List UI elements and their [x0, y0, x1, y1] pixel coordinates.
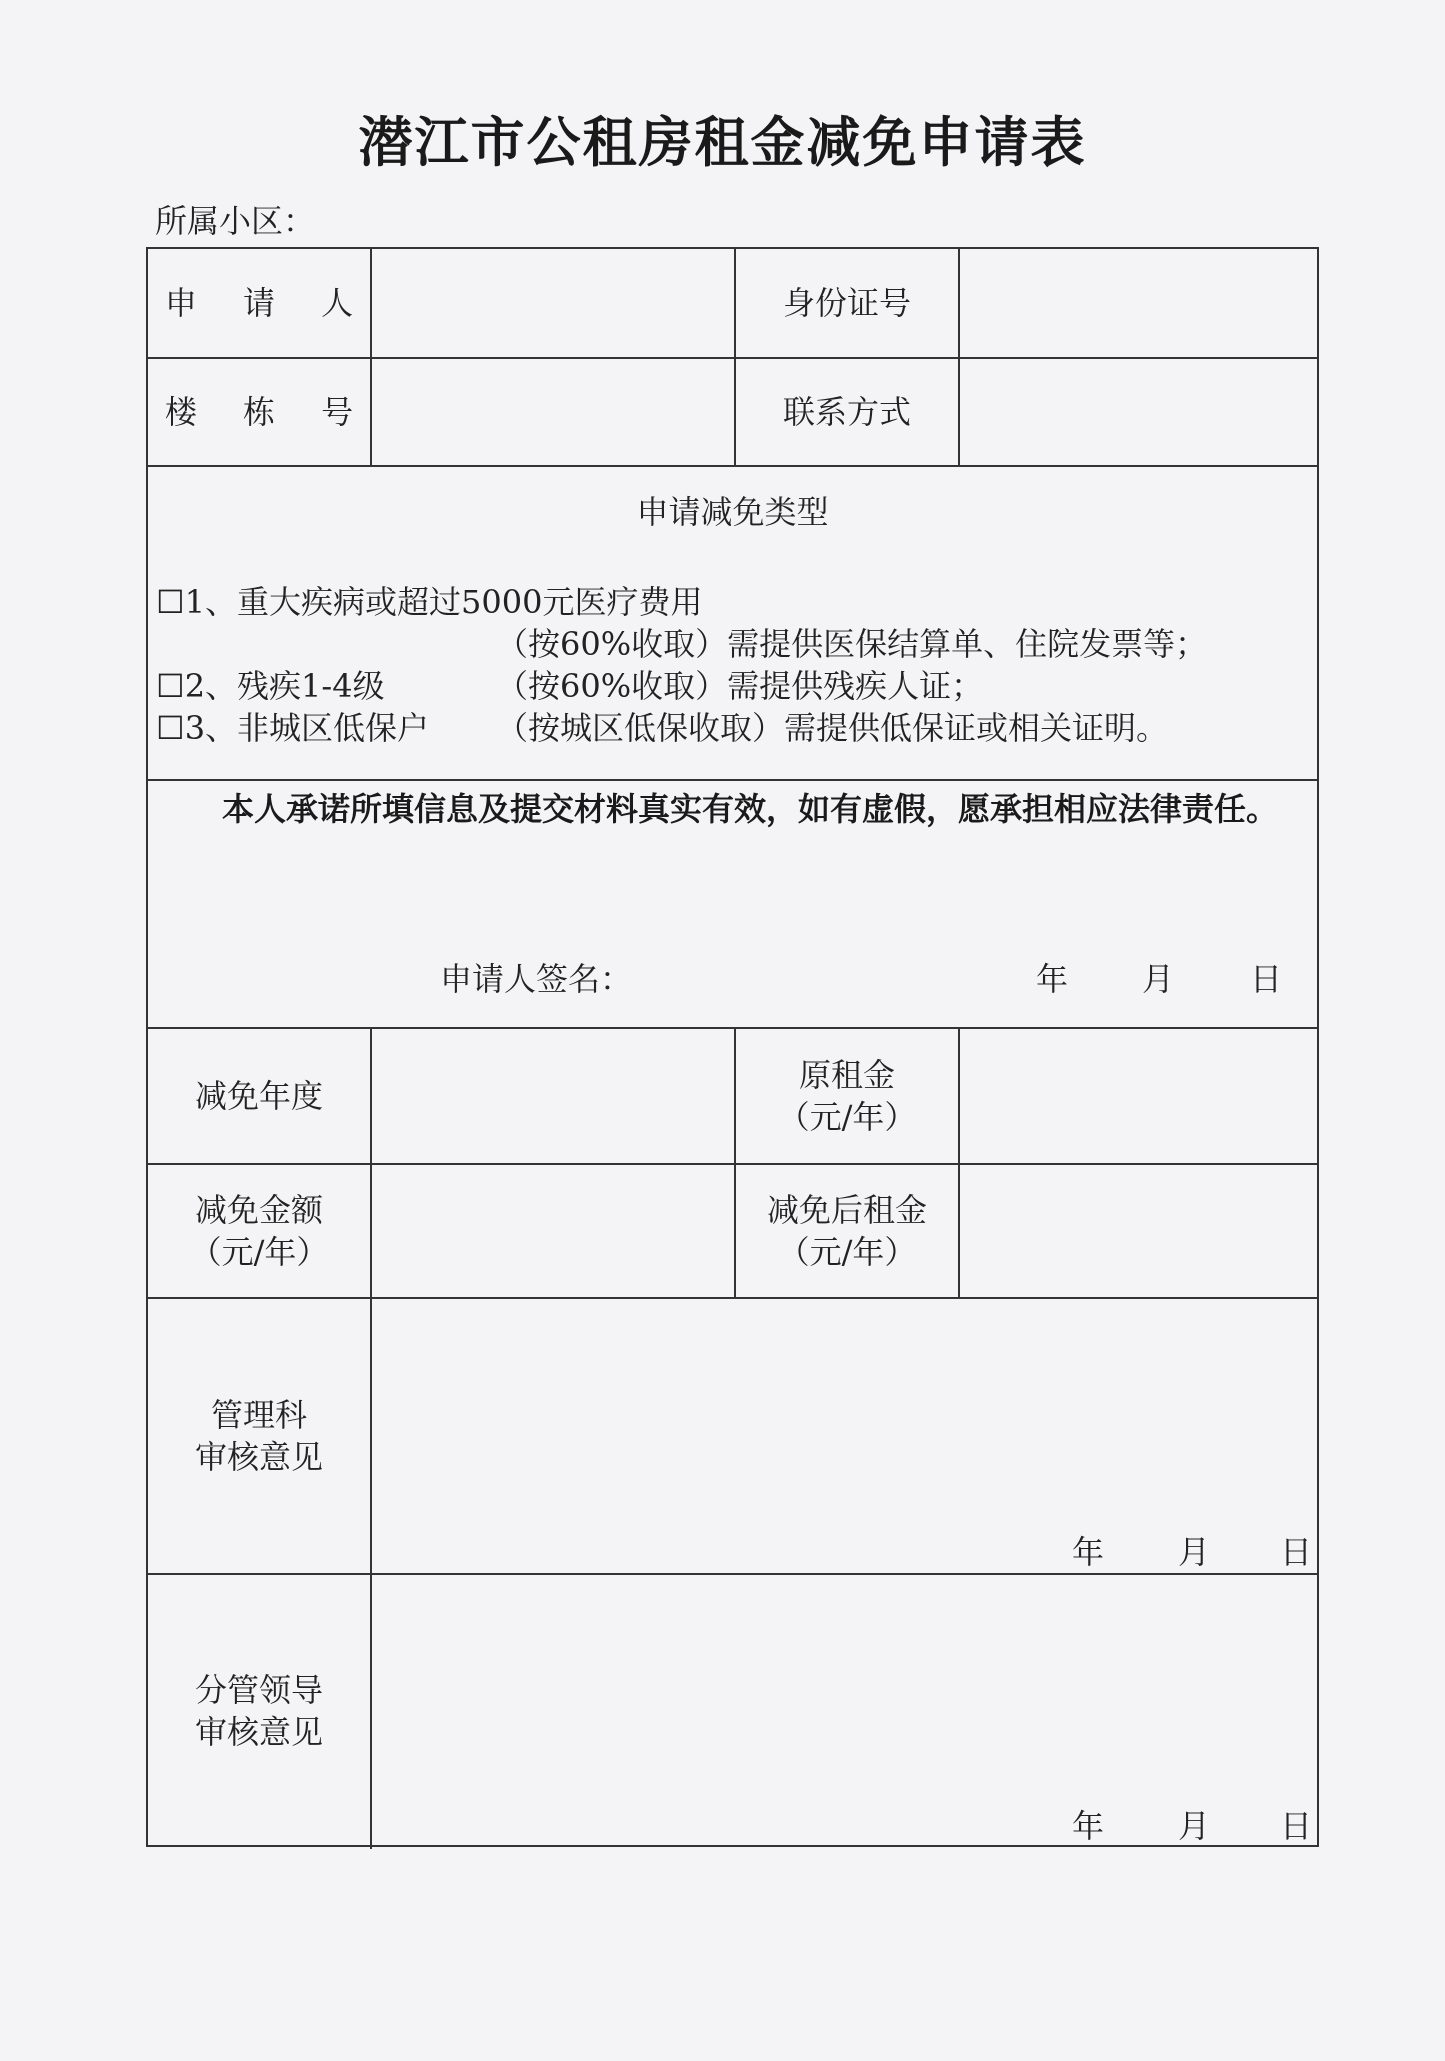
option-3-detail: （按城区低保收取）需提供低保证或相关证明。 [496, 709, 1169, 747]
reduction-amount-label: 减免金额 （元/年） [189, 1191, 329, 1271]
reduction-year-label: 减免年度 [194, 1077, 323, 1115]
checkbox-icon[interactable]: ☐ [156, 667, 185, 705]
option-2-detail: （按60%收取）需提供残疾人证； [496, 667, 984, 705]
signature-label: 申请人签名： [440, 960, 633, 998]
id-number-label: 身份证号 [782, 284, 911, 322]
page-title: 潜江市公租房租金减免申请表 [358, 110, 1087, 174]
date-year: 年 [1036, 960, 1069, 998]
management-date-day: 日 [1280, 1533, 1313, 1571]
building-label: 楼 栋 号 [164, 393, 372, 431]
option-1-detail: （按60%收取）需提供医保结算单、住院发票等； [496, 625, 1208, 663]
id-number-field[interactable] [960, 249, 1317, 357]
option-1[interactable] [156, 577, 703, 623]
contact-field[interactable] [960, 359, 1317, 465]
management-date-month: 月 [1178, 1533, 1211, 1571]
application-form [146, 247, 1319, 1847]
checkbox-icon[interactable]: ☐ [156, 583, 185, 621]
option-label: 1、重大疾病或超过5000元医疗费用 [184, 583, 703, 621]
management-review-field[interactable] [372, 1299, 1317, 1573]
after-rent-field[interactable] [960, 1165, 1317, 1297]
applicant-field[interactable] [372, 249, 734, 357]
row-divider [148, 465, 1317, 467]
original-rent-field[interactable] [960, 1029, 1317, 1163]
pledge-text: 本人承诺所填信息及提交材料真实有效，如有虚假，愿承担相应法律责任。 [222, 790, 1279, 828]
applicant-label: 申 请 人 [164, 284, 372, 322]
checkbox-icon[interactable]: ☐ [156, 709, 185, 747]
row-divider [148, 779, 1317, 781]
option-3[interactable] [156, 703, 429, 749]
community-label: 所属小区： [155, 202, 316, 240]
leader-date-month: 月 [1178, 1807, 1211, 1845]
leader-date-year: 年 [1072, 1807, 1105, 1845]
leader-review-field[interactable] [372, 1575, 1317, 1847]
leader-date-day: 日 [1280, 1807, 1313, 1845]
option-label: 3、非城区低保户 [184, 709, 430, 747]
reduction-amount-field[interactable] [372, 1165, 734, 1297]
option-2[interactable] [156, 661, 385, 707]
management-review-label: 管理科 审核意见 [194, 1396, 323, 1476]
date-day: 日 [1250, 960, 1283, 998]
reduction-type-heading: 申请减免类型 [636, 493, 829, 531]
option-label: 2、残疾1-4级 [184, 667, 385, 705]
leader-review-label: 分管领导 审核意见 [194, 1671, 323, 1751]
date-month: 月 [1142, 960, 1175, 998]
original-rent-label: 原租金 （元/年） [777, 1056, 917, 1136]
contact-label: 联系方式 [782, 393, 911, 431]
reduction-year-field[interactable] [372, 1029, 734, 1163]
after-rent-label: 减免后租金 （元/年） [766, 1191, 927, 1271]
management-date-year: 年 [1072, 1533, 1105, 1571]
building-field[interactable] [372, 359, 734, 465]
